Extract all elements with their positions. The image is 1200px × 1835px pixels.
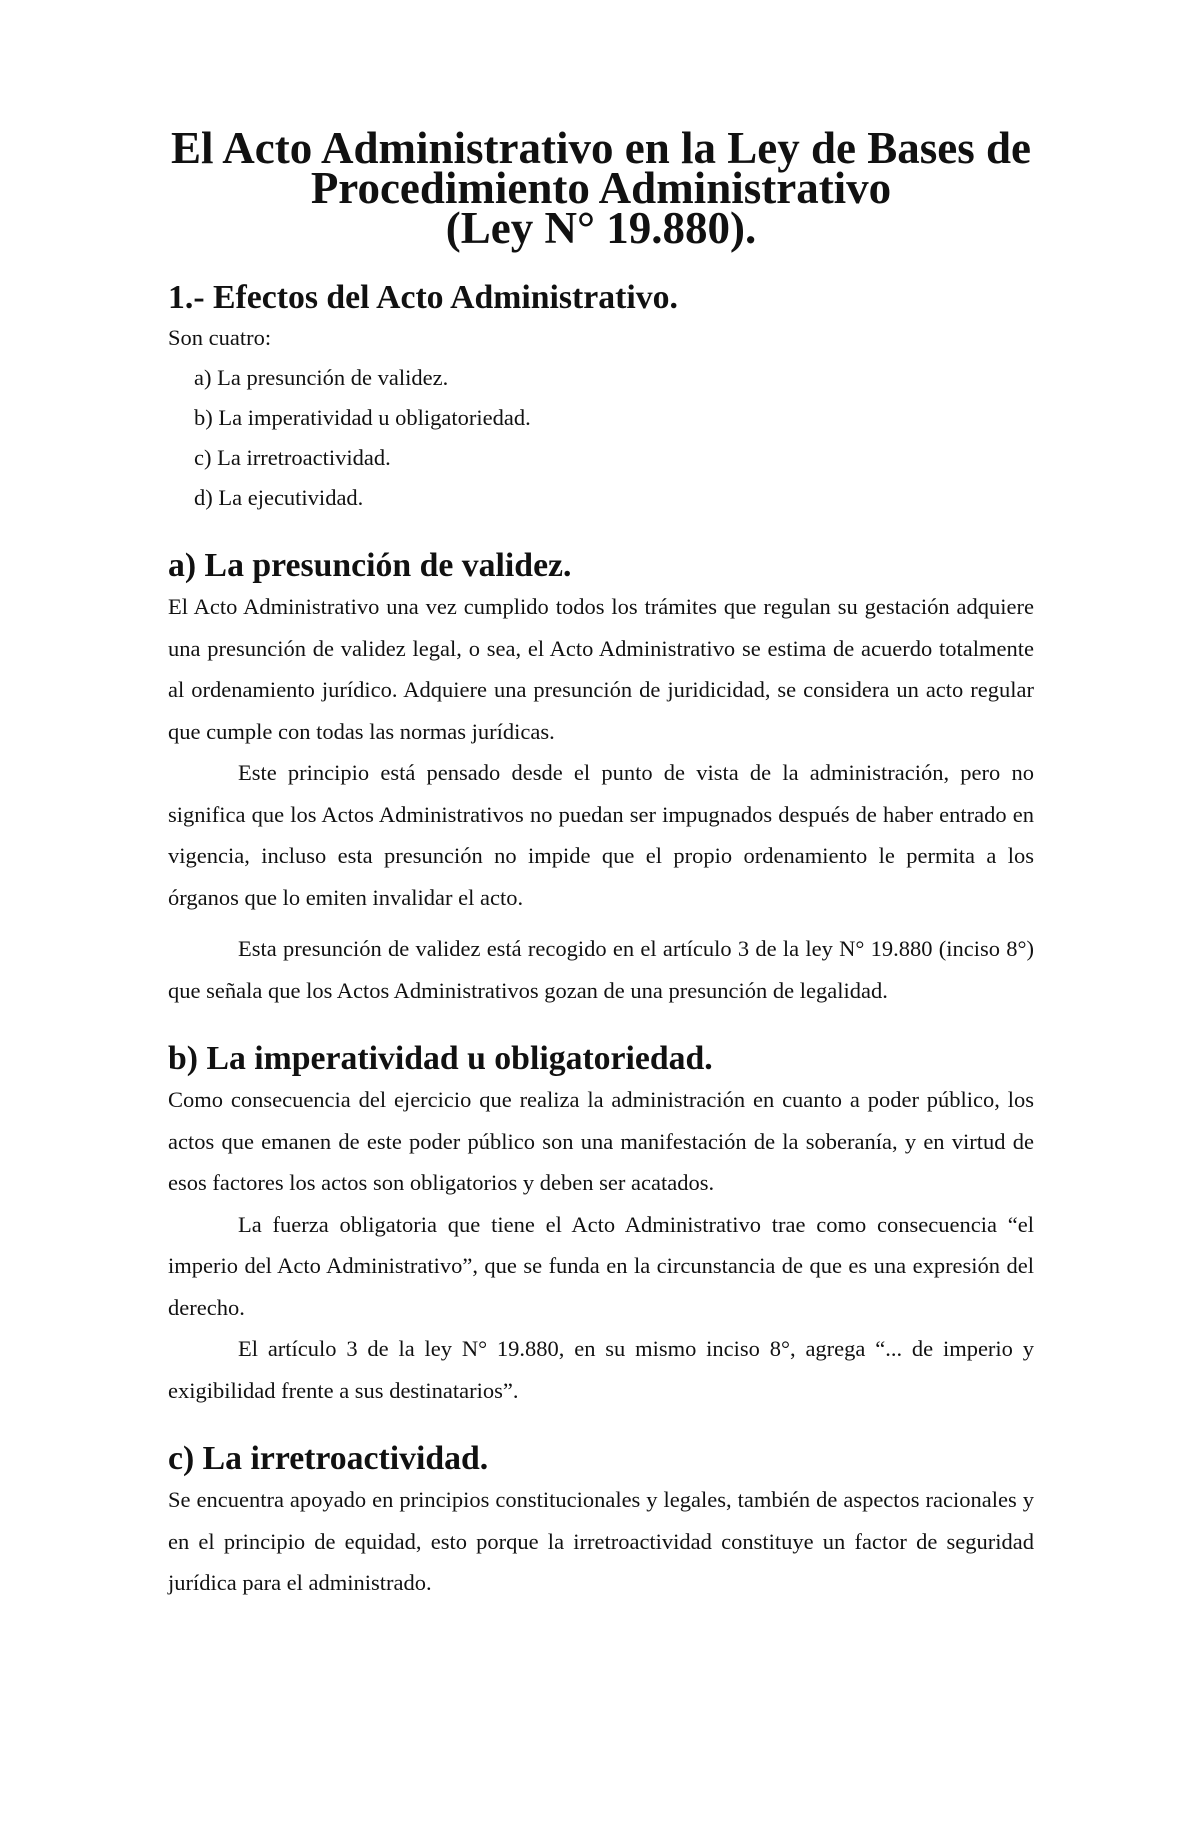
section-heading-imperatividad: b) La imperatividad u obligatoriedad. <box>168 1040 713 1077</box>
effects-list <box>168 358 1034 518</box>
list-item: b) La imperatividad u obligatoriedad. <box>194 405 531 430</box>
list-item: a) La presunción de validez. <box>194 365 449 390</box>
section-heading-efectos: 1.- Efectos del Acto Administrativo. <box>168 279 678 316</box>
section-heading-irretroactividad: c) La irretroactividad. <box>168 1440 489 1477</box>
title-line-2: (Ley N° 19.880). <box>445 203 757 253</box>
paragraph: Este principio está pensado desde el punto de vista de la administración, pero no significa que los Actos Administrativos no puedan ser impugnados después de haber entrado en vigencia, incluso esta presunción no impide que el propio ordenamiento le permita a los órganos que lo emiten invalidar el acto. <box>168 760 1034 910</box>
list-item: c) La irretroactividad. <box>194 445 391 470</box>
paragraph: Se encuentra apoyado en principios constitucionales y legales, también de aspectos racionales y en el principio de equidad, esto porque la irretroactividad constituye un factor de seguridad jurídica para el administrado. <box>168 1487 1034 1595</box>
document-title <box>168 123 1034 253</box>
section-heading-presuncion: a) La presunción de validez. <box>168 547 572 584</box>
title-line-1: El Acto Administrativo en la Ley de Bases de Procedimiento Administrativo <box>170 123 1031 213</box>
document-body <box>168 123 1034 1604</box>
section-intro: Son cuatro: <box>168 325 272 350</box>
paragraph: La fuerza obligatoria que tiene el Acto Administrativo trae como consecuencia “el imperio del Acto Administrativo”, que se funda en la circunstancia de que es una expresión del derecho. <box>168 1211 1034 1320</box>
paragraph: Esta presunción de validez está recogido en el artículo 3 de la ley N° 19.880 (inciso 8°) que señala que los Actos Administrativos gozan de una presunción de legalidad. <box>168 936 1034 1003</box>
paragraph: Como consecuencia del ejercicio que realiza la administración en cuanto a poder público, los actos que emanen de este poder público son una manifestación de la soberanía, y en virtud de esos factores los actos son obligatorios y deben ser acatados. <box>168 1087 1034 1195</box>
list-item: d) La ejecutividad. <box>194 485 364 510</box>
paragraph: El artículo 3 de la ley N° 19.880, en su mismo inciso 8°, agrega “... de imperio y exigibilidad frente a sus destinatarios”. <box>168 1336 1034 1403</box>
paragraph: El Acto Administrativo una vez cumplido todos los trámites que regulan su gestación adquiere una presunción de validez legal, o sea, el Acto Administrativo se estima de acuerdo totalmente al ordenamiento jurídico. Adquiere una presunción de juridicidad, se considera un acto regular que cumple con todas las normas jurídicas. <box>168 594 1034 744</box>
